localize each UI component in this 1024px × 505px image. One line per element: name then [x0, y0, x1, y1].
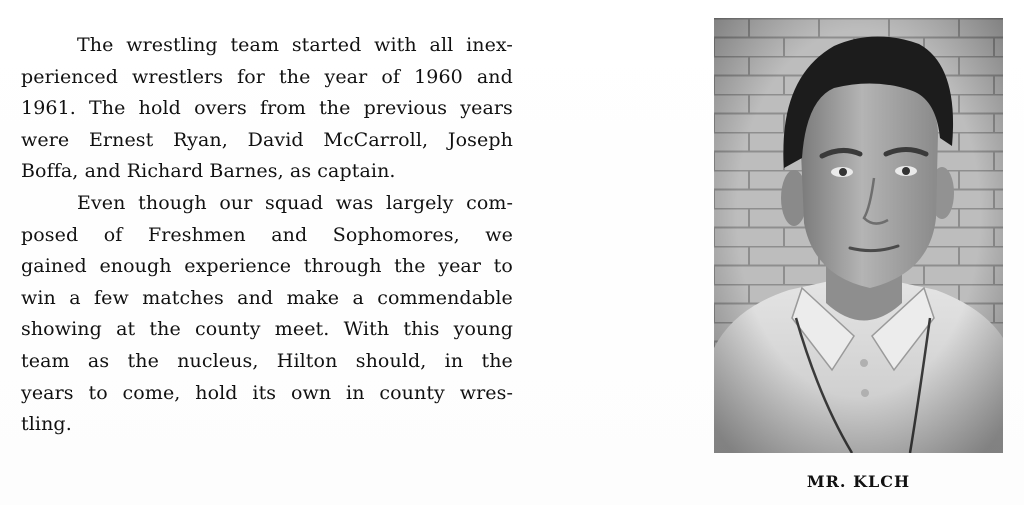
text-line [21, 93, 513, 125]
word: our [219, 191, 253, 214]
word: make [286, 286, 340, 309]
word: enough [99, 255, 172, 278]
text-line [21, 125, 513, 157]
portrait-illustration [714, 18, 1003, 453]
portrait-photo [714, 18, 1003, 453]
text-line [21, 283, 513, 315]
word: David [247, 128, 304, 151]
word: With [343, 318, 390, 341]
text-line [21, 251, 513, 283]
word: Hilton [276, 349, 338, 372]
word: should, [355, 349, 427, 372]
word: wrestlers [132, 65, 224, 88]
word: a [69, 286, 81, 309]
word: Boffa, and Richard Barnes, as captain. [21, 160, 396, 183]
word: nucleus, [177, 349, 259, 372]
word: we [485, 223, 513, 246]
word: its [252, 381, 277, 404]
word: hold [138, 97, 181, 120]
word: gained [21, 255, 87, 278]
word: Freshmen [147, 223, 246, 246]
word: experience [184, 255, 292, 278]
word: with [374, 34, 417, 56]
word: win [21, 286, 56, 309]
word: years [460, 97, 513, 120]
text-line [21, 188, 513, 220]
word: meet. [274, 318, 330, 341]
word: matches [142, 286, 224, 309]
word: The [77, 34, 114, 56]
paragraph-1 [21, 30, 513, 188]
word: overs [194, 97, 247, 120]
word: com- [466, 191, 513, 214]
word: to [88, 381, 108, 404]
word: and [476, 65, 513, 88]
word: at [116, 318, 136, 341]
text-line [21, 314, 513, 346]
word: perienced [21, 65, 118, 88]
word: few [94, 286, 129, 309]
word: commendable [377, 286, 513, 309]
word: McCarroll, [323, 128, 429, 151]
word: the [481, 349, 513, 372]
word: in [346, 381, 365, 404]
text-line [21, 156, 513, 188]
word: and [271, 223, 308, 246]
text-line [21, 409, 513, 441]
word: though [138, 191, 207, 214]
word: the [127, 349, 159, 372]
word: year [438, 255, 482, 278]
word: in [444, 349, 464, 372]
text-line [21, 62, 513, 94]
word: were [21, 128, 70, 151]
word: a [352, 286, 364, 309]
word: through [303, 255, 382, 278]
word: as [87, 349, 110, 372]
word: years [21, 381, 74, 404]
word: The [89, 97, 126, 120]
word: for [237, 65, 265, 88]
word: all [429, 34, 454, 56]
word: squad [265, 191, 324, 214]
word: and [237, 286, 274, 309]
word: started [291, 34, 362, 56]
word: Joseph [447, 128, 513, 151]
word: 1961. [21, 97, 76, 120]
word: Ernest [88, 128, 154, 151]
word: come, [122, 381, 181, 404]
word: of [103, 223, 123, 246]
word: the [149, 318, 181, 341]
word: young [453, 318, 513, 341]
text-line [21, 378, 513, 410]
article-text [21, 30, 513, 441]
word: the [319, 97, 351, 120]
text-line [21, 220, 513, 252]
word: largely [386, 191, 454, 214]
word: hold [195, 381, 238, 404]
word: previous [363, 97, 448, 120]
word: team [21, 349, 70, 372]
text-line [21, 346, 513, 378]
text-line [21, 30, 513, 62]
word: from [259, 97, 306, 120]
word: was [335, 191, 374, 214]
word: year [324, 65, 368, 88]
word: of [381, 65, 401, 88]
photo-caption: MR. KLCH [806, 472, 911, 491]
word: wrestling [126, 34, 218, 56]
word: team [230, 34, 280, 56]
word: this [403, 318, 440, 341]
word: Sophomores, [332, 223, 460, 246]
word: showing [21, 318, 102, 341]
word: the [279, 65, 311, 88]
word: Even [77, 191, 126, 214]
word: inex- [466, 34, 513, 56]
word: own [290, 381, 332, 404]
word: county [379, 381, 445, 404]
word: tling. [21, 413, 72, 436]
word: 1960 [414, 65, 463, 88]
word: Ryan, [173, 128, 228, 151]
word: posed [21, 223, 79, 246]
word: wres- [459, 381, 513, 404]
photo-vignette [714, 18, 1003, 453]
paragraph-2 [21, 188, 513, 441]
word: county [195, 318, 261, 341]
word: the [394, 255, 426, 278]
word: to [493, 255, 513, 278]
